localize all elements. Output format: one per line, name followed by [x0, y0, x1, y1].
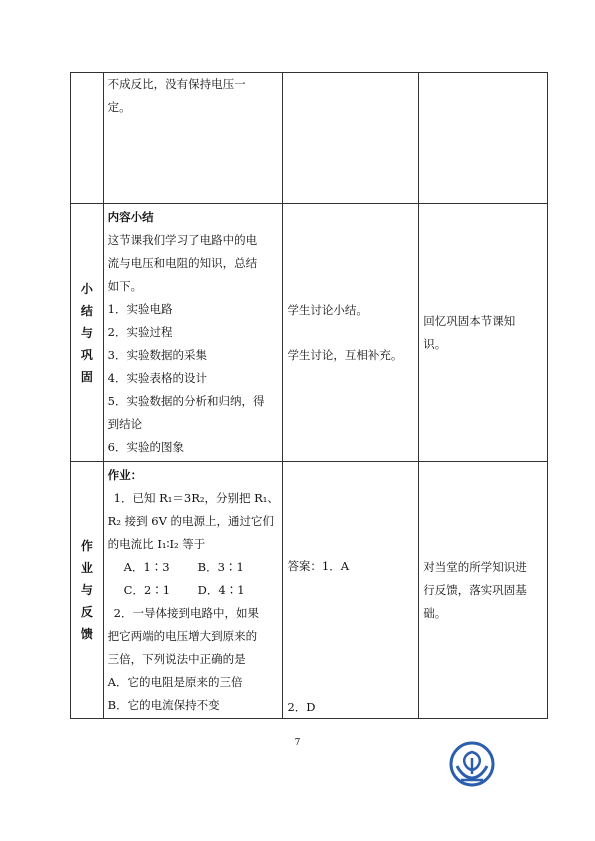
- content-line: 到结论: [107, 417, 143, 431]
- content-cell: [103, 204, 283, 462]
- student-activity-cell: [283, 204, 419, 462]
- question-line: 把它两端的电压增大到原来的: [107, 629, 258, 643]
- intent-line: 行反馈，落实巩固基: [423, 582, 527, 597]
- student-line: 学生讨论，互相补充。: [287, 347, 403, 362]
- label-char: 业: [80, 561, 93, 575]
- option: B．3∶1: [197, 560, 244, 574]
- label-char: 反: [80, 605, 93, 619]
- label-char: 与: [80, 583, 93, 597]
- option: C．2∶1: [123, 583, 171, 597]
- label-char: 作: [80, 539, 93, 553]
- label-char: 小: [80, 281, 93, 296]
- question-line: 的电流比 I₁∶I₂ 等于: [107, 537, 206, 551]
- design-intent-cell: [419, 204, 548, 462]
- question-line: 1．已知 R₁＝3R₂，分别把 R₁、: [113, 491, 279, 505]
- content-line: 如下。: [107, 279, 143, 293]
- row-label-homework: [71, 462, 104, 719]
- option: D．4∶1: [197, 583, 245, 597]
- table-row-summary: [71, 204, 548, 462]
- question-line: 2．一导体接到电路中，如果: [113, 606, 259, 620]
- content-line: 6．实验的图象: [107, 440, 184, 454]
- content-line: 这节课我们学习了电路中的电: [107, 233, 258, 247]
- section-heading: 作业：: [107, 468, 143, 482]
- content-line: 3．实验数据的采集: [107, 348, 207, 362]
- content-line: 1．实验电路: [107, 302, 173, 316]
- answer-line: 答案：1．A: [287, 559, 350, 573]
- content-cell: [103, 73, 283, 204]
- student-line: 学生讨论小结。: [287, 302, 368, 317]
- intent-line: 识。: [423, 336, 447, 351]
- student-activity-cell: [283, 462, 419, 719]
- content-line: 4．实验表格的设计: [107, 371, 207, 385]
- content-line: 定。: [107, 100, 131, 114]
- lesson-plan-table: [70, 72, 548, 719]
- content-line: 流与电压和电阻的知识，总结: [107, 256, 258, 270]
- question-line: B．它的电流保持不变: [107, 698, 220, 712]
- row-label-empty: [71, 73, 104, 204]
- table-row-continuation: [71, 73, 548, 204]
- student-activity-cell: [283, 73, 419, 204]
- content-line: 2．实验过程: [107, 325, 173, 339]
- option-row: [108, 579, 279, 602]
- intent-line: 回忆巩固本节课知: [423, 313, 516, 328]
- content-cell: [103, 462, 283, 719]
- label-char: 与: [80, 325, 93, 340]
- label-char: 巩: [80, 347, 93, 362]
- design-intent-cell: [419, 462, 548, 719]
- question-line: R₂ 接到 6V 的电源上，通过它们: [107, 514, 275, 528]
- intent-line: 础。: [423, 605, 447, 620]
- content-line: 5．实验数据的分析和归纳，得: [107, 394, 265, 408]
- section-heading: 内容小结: [107, 210, 154, 224]
- option: A．1∶3: [123, 560, 170, 574]
- option-row: [108, 556, 279, 579]
- page-number: 7: [294, 738, 301, 748]
- row-label-summary: [71, 204, 104, 462]
- question-line: A．它的电阻是原来的三倍: [107, 675, 243, 689]
- answer-line: 2．D: [287, 700, 316, 714]
- table-row-homework: [71, 462, 548, 719]
- label-char: 馈: [80, 627, 93, 641]
- label-char: 结: [80, 303, 93, 318]
- design-intent-cell: [419, 73, 548, 204]
- intent-line: 对当堂的所学知识进: [423, 559, 527, 574]
- question-line: 三倍，下列说法中正确的是: [107, 652, 246, 666]
- school-emblem-icon: [447, 740, 497, 788]
- label-char: 固: [80, 369, 93, 384]
- content-line: 不成反比，没有保持电压一: [107, 77, 246, 91]
